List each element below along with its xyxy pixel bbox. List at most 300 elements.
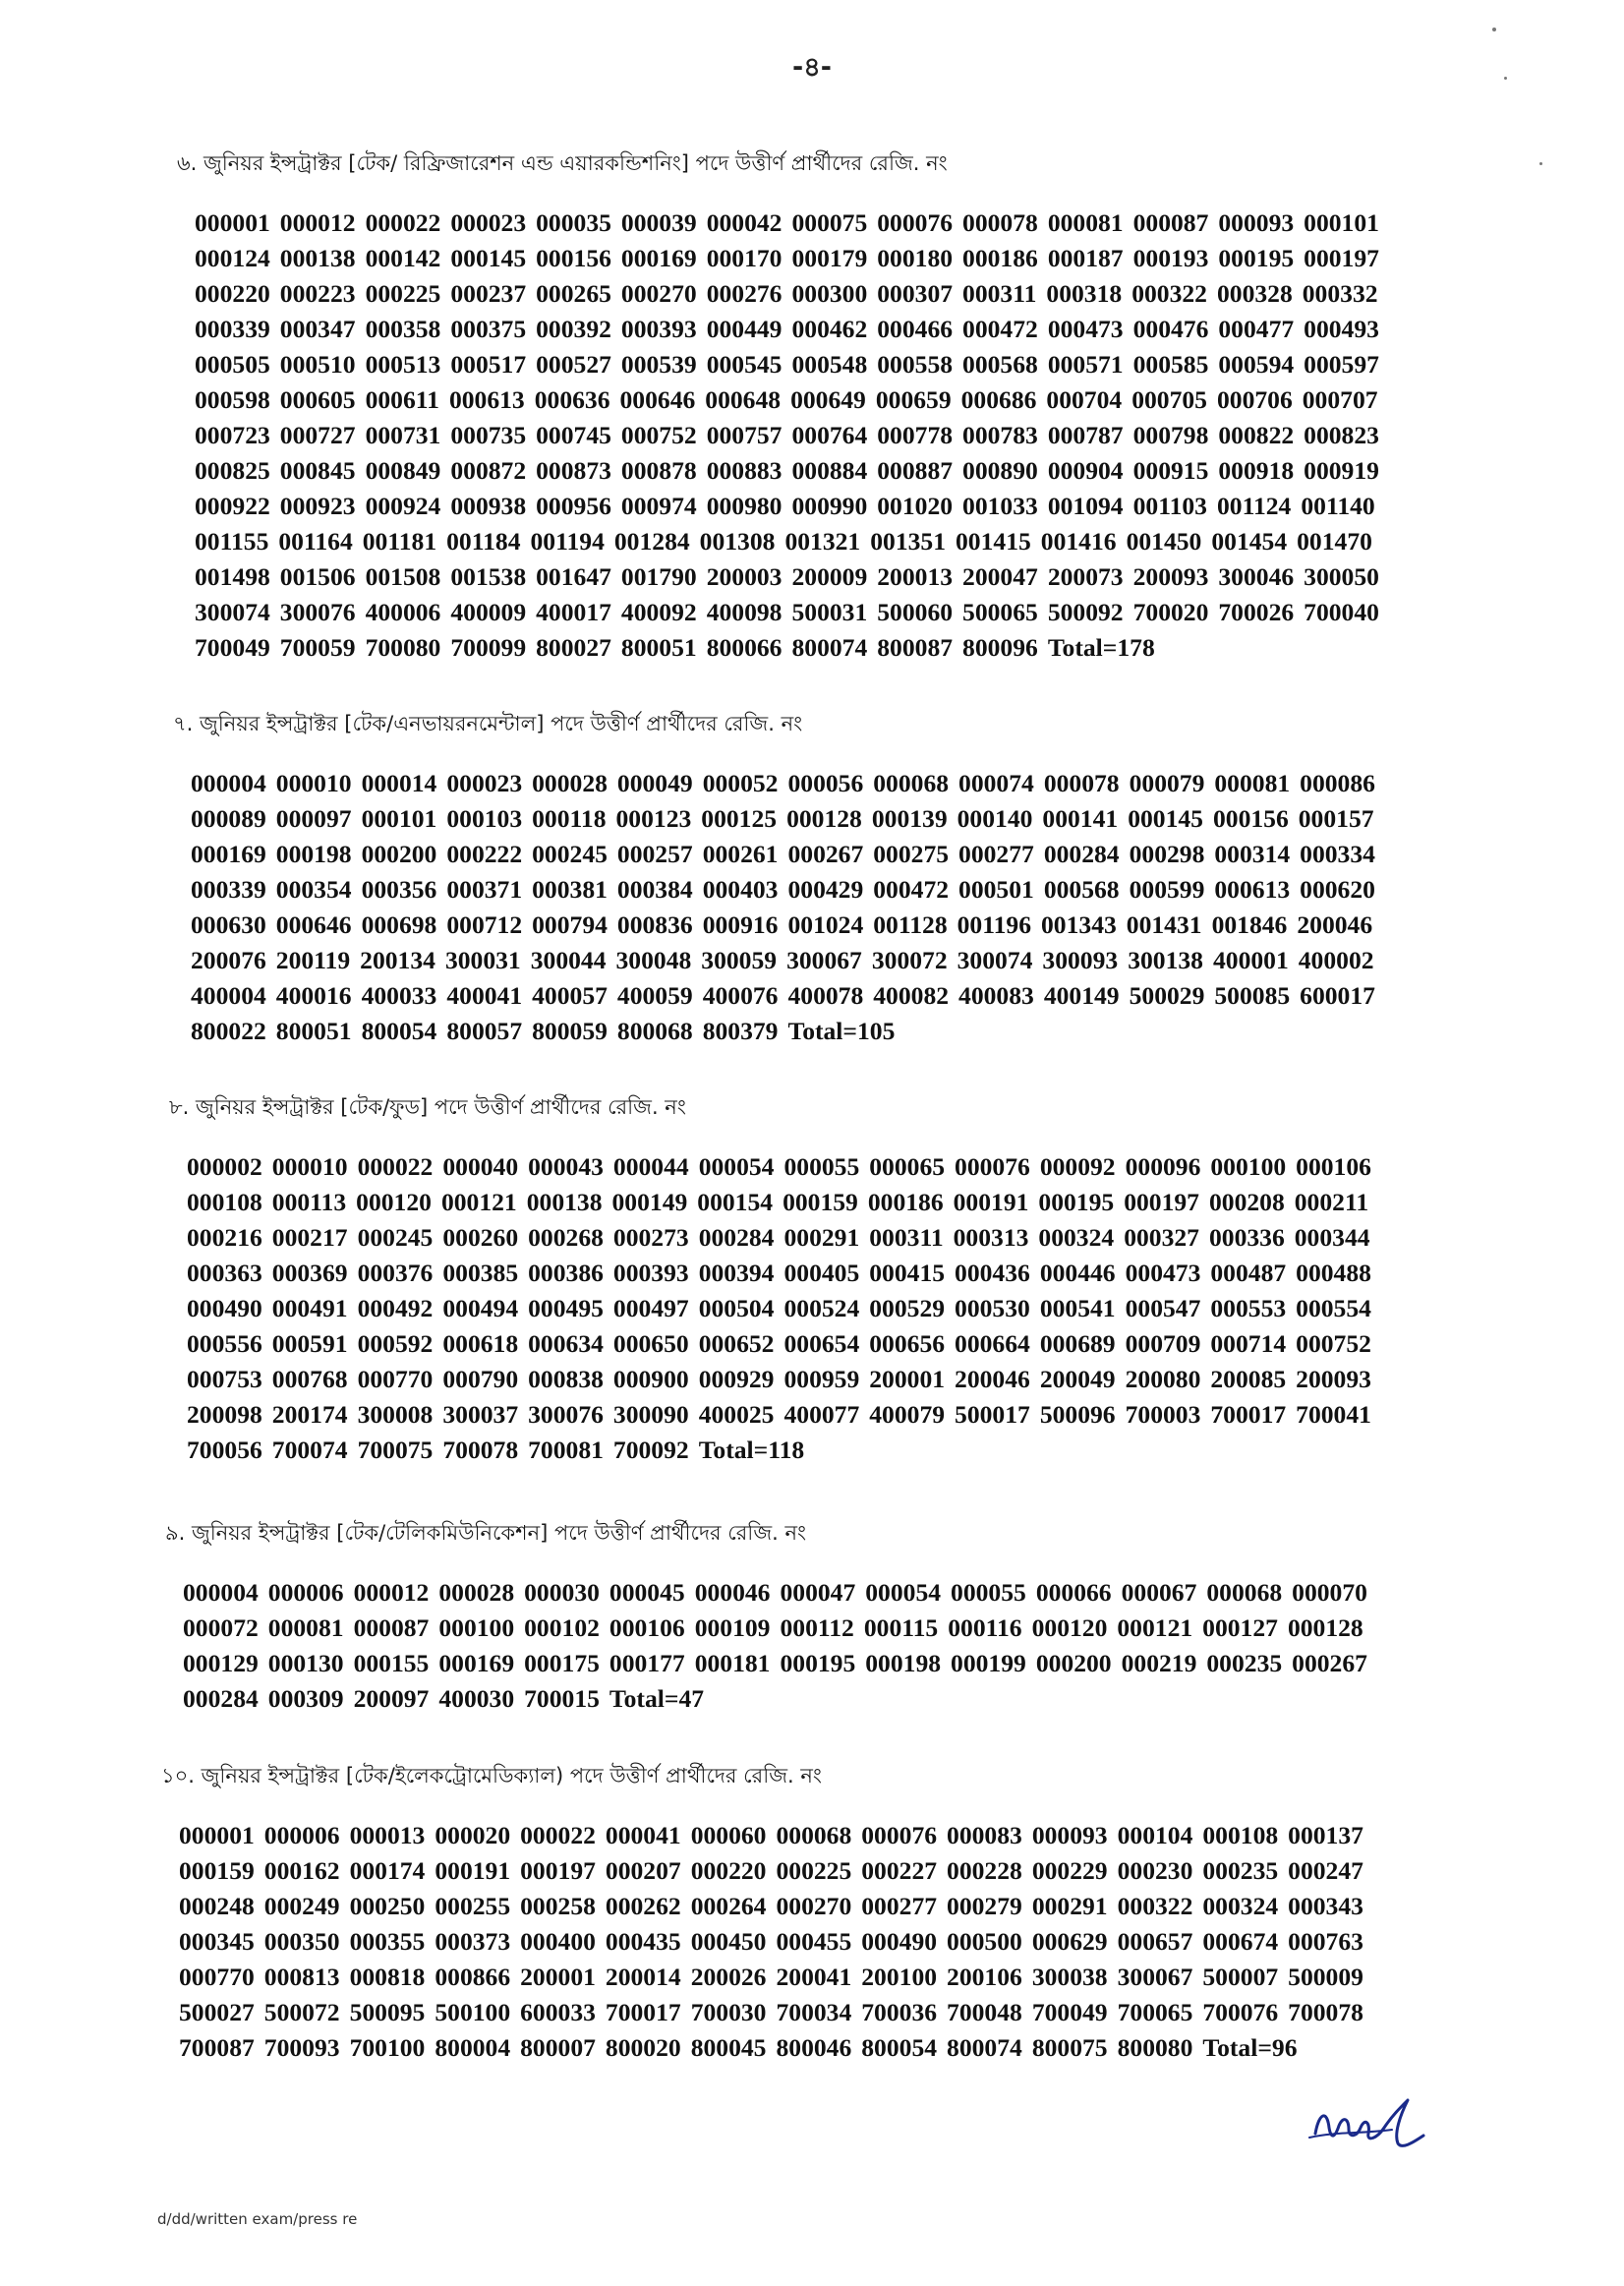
registration-number: 000652	[698, 1329, 775, 1358]
registration-number: 000072	[183, 1613, 259, 1642]
registration-number: 300038	[1031, 1963, 1108, 1991]
registration-number: 000753	[187, 1365, 262, 1393]
registration-number: 500096	[1039, 1400, 1116, 1429]
registration-number: 000270	[620, 279, 697, 308]
registration-number: 000343	[1288, 1892, 1363, 1920]
registration-number: 001790	[620, 562, 697, 591]
registration-number: 800068	[616, 1017, 693, 1045]
registration-number: 000698	[361, 910, 437, 939]
registration-number: 000087	[1132, 208, 1209, 237]
registration-number: 000714	[1210, 1329, 1287, 1358]
registration-number: 200076	[191, 946, 266, 974]
registration-number: 000100	[438, 1613, 515, 1642]
registration-number: 001454	[1211, 527, 1288, 556]
registration-number: 000873	[536, 456, 611, 485]
registration-number: 800057	[446, 1017, 523, 1045]
registration-number: 800051	[620, 633, 697, 662]
registration-number: 400057	[532, 981, 608, 1010]
registration-number: 000813	[263, 1963, 340, 1991]
registration-number: 000318	[1046, 279, 1123, 308]
registration-number: 700017	[605, 1998, 681, 2026]
registration-number: 000247	[1288, 1856, 1363, 1885]
registration-number: 000654	[783, 1329, 860, 1358]
registration-number: 400004	[191, 981, 266, 1010]
registration-number: 000230	[1117, 1856, 1193, 1885]
registration-number: 700076	[1202, 1998, 1279, 2026]
registration-number: 000275	[873, 840, 950, 868]
registration-number: 000568	[962, 350, 1038, 379]
registration-number: 000208	[1208, 1188, 1285, 1216]
registration-number: 000322	[1117, 1892, 1193, 1920]
registration-number: 000089	[191, 804, 266, 833]
registration-number: 001284	[613, 527, 690, 556]
registration-number: 400092	[620, 598, 697, 626]
registration-number: 700065	[1117, 1998, 1193, 2026]
registration-number: 000169	[620, 244, 697, 272]
registration-number: 001024	[787, 910, 864, 939]
registration-number: 000074	[958, 769, 1034, 797]
registration-number: 000042	[706, 208, 783, 237]
registration-number: 800020	[605, 2033, 681, 2062]
registration-row	[187, 1220, 1624, 1256]
registration-number: 000102	[524, 1613, 600, 1642]
registration-number: 400025	[698, 1400, 775, 1429]
registration-number: 000373	[435, 1927, 511, 1956]
registration-number: 000500	[947, 1927, 1022, 1956]
registration-number: 000187	[1047, 244, 1124, 272]
registration-number: 500029	[1129, 981, 1205, 1010]
registration-row	[191, 837, 1624, 872]
registration-number: 000764	[791, 421, 868, 449]
registration-row	[191, 801, 1624, 837]
registration-number: 000787	[1047, 421, 1124, 449]
registration-number: 000884	[791, 456, 868, 485]
registration-number: 000169	[438, 1649, 515, 1677]
registration-number: 000028	[532, 769, 608, 797]
registration-row	[187, 1433, 1624, 1468]
registration-number: 200001	[869, 1365, 946, 1393]
registration-number: 000060	[690, 1821, 767, 1849]
registration-number: 000510	[279, 350, 356, 379]
registration-number: 000100	[1210, 1152, 1287, 1181]
registration-number: 300037	[442, 1400, 519, 1429]
registration-row	[179, 2030, 1624, 2066]
registration-number: 800066	[706, 633, 783, 662]
registration-number: 000023	[446, 769, 523, 797]
registration-number: 500007	[1202, 1963, 1279, 1991]
registration-number: 000890	[962, 456, 1038, 485]
registration-number: 000904	[1047, 456, 1124, 485]
registration-number: 000006	[267, 1578, 344, 1607]
registration-number: 800054	[361, 1017, 437, 1045]
registration-number: 000505	[195, 350, 270, 379]
registration-number: 500065	[962, 598, 1038, 626]
registration-number: 000159	[783, 1188, 858, 1216]
registration-number: 000216	[187, 1223, 262, 1252]
registration-number: 000959	[783, 1365, 860, 1393]
section-environmental	[0, 708, 1624, 1049]
registration-number: 000794	[532, 910, 608, 939]
registration-number: 000495	[528, 1294, 604, 1322]
registration-number: 000065	[869, 1152, 946, 1181]
registration-number: 800059	[532, 1017, 608, 1045]
registration-row	[183, 1611, 1624, 1646]
registration-number: 000258	[520, 1892, 596, 1920]
registration-number: 000659	[875, 385, 952, 414]
registration-number: 700075	[357, 1436, 434, 1464]
registration-number: 000129	[183, 1649, 259, 1677]
registration-number: 001103	[1132, 492, 1207, 520]
registration-number: 000990	[791, 492, 868, 520]
registration-row	[179, 1960, 1624, 1995]
registration-number: 000548	[791, 350, 868, 379]
registration-number: 001351	[870, 527, 946, 556]
registration-number: 000004	[183, 1578, 259, 1607]
registration-number: 000620	[1300, 875, 1375, 904]
registration-number: 300090	[612, 1400, 689, 1429]
registration-number: 000191	[953, 1188, 1029, 1216]
registration-number: 000103	[446, 804, 523, 833]
registration-row	[195, 489, 1624, 524]
registration-number: 000076	[861, 1821, 938, 1849]
registration-number: 000079	[1129, 769, 1205, 797]
registration-number: 000235	[1206, 1649, 1283, 1677]
registration-number: 000823	[1304, 421, 1379, 449]
registration-number: 000030	[524, 1578, 600, 1607]
registration-number: 700080	[365, 633, 441, 662]
registration-number: 000618	[442, 1329, 519, 1358]
registration-number: 000174	[349, 1856, 426, 1885]
registration-number: 000128	[1287, 1613, 1363, 1642]
registration-number: 300093	[1042, 946, 1119, 974]
registration-number: 000261	[702, 840, 779, 868]
registration-number: 000191	[435, 1856, 511, 1885]
registration-number: 000938	[450, 492, 527, 520]
registration-number: 000369	[271, 1259, 348, 1287]
registration-number: 000778	[877, 421, 954, 449]
registration-list	[0, 766, 1624, 1049]
registration-number: 300067	[1117, 1963, 1193, 1991]
registration-number: 400149	[1043, 981, 1120, 1010]
registration-row	[195, 630, 1624, 666]
registration-number: 400076	[702, 981, 779, 1010]
registration-number: 000097	[275, 804, 352, 833]
registration-number: 001308	[699, 527, 776, 556]
registration-number: 000197	[1304, 244, 1379, 272]
registration-number: 400077	[783, 1400, 860, 1429]
registration-number: 000385	[442, 1259, 519, 1287]
registration-number: 200097	[353, 1684, 430, 1713]
registration-number: 400041	[446, 981, 523, 1010]
registration-number: 400016	[275, 981, 352, 1010]
registration-number: 000237	[450, 279, 527, 308]
registration-number: 000530	[955, 1294, 1030, 1322]
registration-number: 000727	[279, 421, 356, 449]
registration-number: 000745	[536, 421, 611, 449]
registration-number: 000137	[1288, 1821, 1363, 1849]
registration-number: 000291	[1031, 1892, 1108, 1920]
registration-number: 000109	[694, 1613, 771, 1642]
registration-number: 200093	[1296, 1365, 1371, 1393]
registration-number: 400078	[787, 981, 864, 1010]
registration-number: 000108	[1202, 1821, 1279, 1849]
registration-number: 000371	[446, 875, 523, 904]
registration-number: 700049	[1031, 1998, 1108, 2026]
registration-number: 000648	[705, 385, 782, 414]
registration-number: 000327	[1124, 1223, 1199, 1252]
registration-number: 000918	[1218, 456, 1295, 485]
registration-number: 000435	[605, 1927, 681, 1956]
registration-number: 000004	[191, 769, 266, 797]
section-electromedical	[0, 1760, 1624, 2066]
registration-number: 000883	[706, 456, 783, 485]
registration-number: 001194	[530, 527, 605, 556]
registration-number: 000818	[349, 1963, 426, 1991]
registration-number: 700099	[450, 633, 527, 662]
registration-number: 300076	[279, 598, 356, 626]
registration-number: 000429	[787, 875, 864, 904]
registration-number: 700036	[861, 1998, 938, 2026]
registration-number: 000291	[783, 1223, 860, 1252]
registration-number: 500031	[791, 598, 868, 626]
registration-number: 200041	[776, 1963, 852, 1991]
registration-number: 000707	[1302, 385, 1378, 414]
registration-number: 000705	[1131, 385, 1207, 414]
registration-number: 000300	[791, 279, 868, 308]
registration-number: 200049	[1039, 1365, 1116, 1393]
registration-number: 500100	[435, 1998, 511, 2026]
registration-number: 000284	[698, 1223, 775, 1252]
registration-row	[195, 276, 1624, 312]
registration-number: 400006	[365, 598, 441, 626]
registration-number: 700056	[187, 1436, 262, 1464]
registration-number: 000355	[349, 1927, 426, 1956]
registration-number: 000081	[1047, 208, 1124, 237]
section-food	[0, 1091, 1624, 1468]
registration-number: 000393	[612, 1259, 689, 1287]
registration-number: 000554	[1296, 1294, 1371, 1322]
registration-number: 000539	[620, 350, 697, 379]
registration-number: 000139	[871, 804, 948, 833]
registration-number: 200009	[791, 562, 868, 591]
registration-number: 400009	[450, 598, 527, 626]
registration-number: 000211	[1294, 1188, 1369, 1216]
registration-number: 000020	[435, 1821, 511, 1849]
registration-number: 001155	[195, 527, 269, 556]
registration-number: 000415	[869, 1259, 946, 1287]
registration-row	[187, 1256, 1624, 1291]
registration-number: 000462	[791, 315, 868, 343]
registration-number: 800075	[1031, 2033, 1108, 2062]
registration-number: 000068	[873, 769, 950, 797]
registration-number: 000140	[957, 804, 1033, 833]
registration-number: 000180	[877, 244, 954, 272]
registration-number: 000227	[861, 1856, 938, 1885]
registration-number: 800051	[275, 1017, 352, 1045]
registration-row	[195, 205, 1624, 241]
registration-number: 400030	[438, 1684, 515, 1713]
registration-number: 000277	[958, 840, 1034, 868]
registration-number: 000046	[694, 1578, 771, 1607]
registration-number: 500060	[877, 598, 954, 626]
registration-number: 000175	[524, 1649, 600, 1677]
registration-number: 200046	[955, 1365, 1030, 1393]
registration-number: 000923	[279, 492, 356, 520]
registration-row	[187, 1397, 1624, 1433]
scan-speck	[1504, 77, 1507, 80]
registration-number: 000649	[790, 385, 866, 414]
registration-number: 000611	[365, 385, 439, 414]
registration-number: 000339	[191, 875, 266, 904]
registration-list	[0, 1818, 1624, 2066]
registration-number: 000052	[702, 769, 779, 797]
registration-number: 000120	[1031, 1613, 1108, 1642]
registration-number: 000494	[442, 1294, 519, 1322]
registration-number: 000229	[1031, 1856, 1108, 1885]
registration-number: 000013	[349, 1821, 426, 1849]
registration-number: 000704	[1046, 385, 1123, 414]
registration-number: 001538	[450, 562, 527, 591]
section-title: ৭. জুনিয়র ইন্সট্রাক্টর [টেক/এনভায়রনমেন্টাল] পদে উত্তীর্ণ প্রার্থীদের রেজি. নং	[173, 712, 803, 735]
registration-number: 700081	[528, 1436, 604, 1464]
registration-number: 000028	[438, 1578, 515, 1607]
registration-number: 200001	[520, 1963, 596, 1991]
registration-number: 000956	[536, 492, 611, 520]
registration-number: 000381	[532, 875, 608, 904]
registration-number: 000093	[1218, 208, 1295, 237]
registration-number: 000916	[702, 910, 779, 939]
registration-number: 200013	[877, 562, 954, 591]
registration-number: 000149	[611, 1188, 688, 1216]
registration-number: 000568	[1043, 875, 1120, 904]
registration-number: 000273	[612, 1223, 689, 1252]
registration-number: 000354	[275, 875, 352, 904]
registration-number: 000078	[962, 208, 1038, 237]
registration-number: 400001	[1212, 946, 1289, 974]
registration-number: 000092	[1039, 1152, 1116, 1181]
registration-row	[195, 241, 1624, 276]
registration-number: 800007	[520, 2033, 596, 2062]
registration-number: 001164	[278, 527, 353, 556]
registration-number: 000116	[948, 1613, 1022, 1642]
registration-number: 000001	[195, 208, 270, 237]
registration-number: 000145	[1128, 804, 1203, 833]
registration-number: 000836	[616, 910, 693, 939]
registration-number: 000055	[951, 1578, 1026, 1607]
registration-number: 000045	[609, 1578, 685, 1607]
registration-row	[195, 347, 1624, 382]
registration-row	[183, 1646, 1624, 1681]
registration-number: 000142	[365, 244, 441, 272]
registration-number: 000078	[1043, 769, 1120, 797]
registration-number: 000179	[791, 244, 868, 272]
section-total: Total=47	[609, 1684, 705, 1713]
registration-number: 000141	[1042, 804, 1119, 833]
registration-number: 001498	[195, 562, 270, 591]
registration-number: 000709	[1125, 1329, 1201, 1358]
registration-number: 000093	[1031, 1821, 1108, 1849]
registration-number: 000386	[528, 1259, 604, 1287]
registration-number: 300008	[357, 1400, 434, 1429]
registration-number: 000067	[1121, 1578, 1197, 1607]
registration-number: 000245	[532, 840, 608, 868]
section-title: ১০. জুনিয়র ইন্সট্রাক্টর [টেক/ইলেকট্রোমেডিক্যাল) পদে উত্তীর্ণ প্রার্থীদের রেজি. নং	[161, 1764, 822, 1788]
registration-row	[195, 595, 1624, 630]
registration-number: 000650	[612, 1329, 689, 1358]
registration-number: 001647	[536, 562, 611, 591]
registration-number: 700078	[442, 1436, 519, 1464]
registration-number: 000124	[195, 244, 270, 272]
registration-number: 001415	[956, 527, 1031, 556]
registration-number: 000752	[1296, 1329, 1371, 1358]
registration-row	[179, 1818, 1624, 1853]
registration-number: 000083	[947, 1821, 1022, 1849]
registration-row	[187, 1149, 1624, 1185]
registration-number: 000929	[698, 1365, 775, 1393]
registration-number: 800074	[791, 633, 868, 662]
registration-number: 600017	[1300, 981, 1375, 1010]
registration-number: 000392	[536, 315, 611, 343]
registration-number: 000039	[620, 208, 697, 237]
registration-number: 000706	[1216, 385, 1293, 414]
registration-number: 800054	[861, 2033, 938, 2062]
registration-number: 000872	[450, 456, 527, 485]
registration-number: 000279	[947, 1892, 1022, 1920]
section-total: Total=96	[1202, 2033, 1298, 2062]
registration-number: 000002	[187, 1152, 262, 1181]
registration-number: 000309	[267, 1684, 344, 1713]
scan-speck	[1492, 28, 1496, 31]
registration-number: 000492	[357, 1294, 434, 1322]
registration-number: 001416	[1040, 527, 1117, 556]
registration-number: 000101	[361, 804, 437, 833]
registration-number: 500085	[1214, 981, 1291, 1010]
page-number: -৪-	[792, 52, 832, 83]
registration-number: 000087	[353, 1613, 430, 1642]
registration-row	[191, 1014, 1624, 1049]
registration-number: 000770	[179, 1963, 255, 1991]
registration-number: 000104	[1117, 1821, 1193, 1849]
registration-number: 000646	[275, 910, 352, 939]
registration-number: 200080	[1125, 1365, 1201, 1393]
registration-number: 000636	[534, 385, 610, 414]
registration-number: 000262	[605, 1892, 681, 1920]
registration-row	[183, 1681, 1624, 1717]
registration-number: 500009	[1288, 1963, 1363, 1991]
registration-row	[187, 1291, 1624, 1326]
registration-number: 000664	[955, 1329, 1030, 1358]
registration-number: 000376	[357, 1259, 434, 1287]
registration-number: 000689	[1039, 1329, 1116, 1358]
registration-number: 000473	[1047, 315, 1124, 343]
registration-number: 000332	[1302, 279, 1378, 308]
registration-number: 200003	[706, 562, 783, 591]
registration-number: 000284	[1043, 840, 1120, 868]
registration-number: 000527	[536, 350, 611, 379]
registration-number: 700030	[690, 1998, 767, 2026]
registration-number: 000657	[1117, 1927, 1193, 1956]
registration-number: 000267	[787, 840, 864, 868]
registration-number: 001128	[873, 910, 948, 939]
registration-row	[191, 943, 1624, 978]
registration-row	[191, 872, 1624, 908]
registration-number: 000249	[263, 1892, 340, 1920]
registration-number: 000845	[279, 456, 356, 485]
registration-number: 000267	[1292, 1649, 1367, 1677]
registration-number: 400017	[536, 598, 611, 626]
registration-number: 000276	[706, 279, 783, 308]
registration-number: 000731	[365, 421, 441, 449]
